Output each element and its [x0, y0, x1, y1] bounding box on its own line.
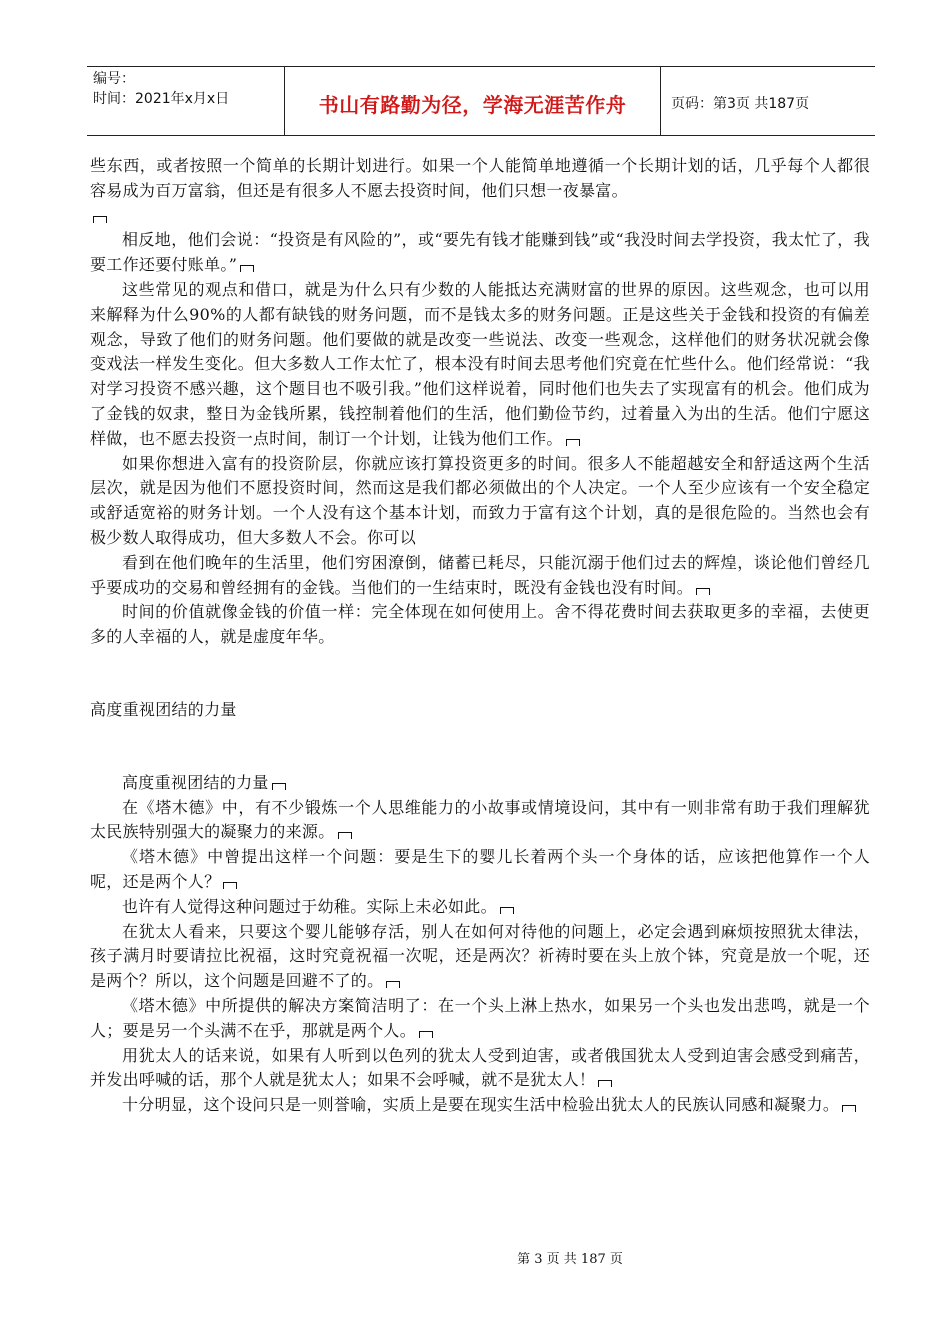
paragraph-mark-icon	[842, 1105, 856, 1112]
paragraph-mark-icon	[598, 1080, 612, 1087]
paragraph: 十分明显，这个设问只是一则誉喻，实质上是要在现实生活中检验出犹太人的民族认同感和凝聚力。	[90, 1093, 870, 1118]
paragraph-mark-icon	[240, 265, 254, 272]
section-title: 高度重视团结的力量	[90, 699, 237, 719]
paragraph: 这些常见的观点和借口，就是为什么只有少数的人能抵达充满财富的世界的原因。这些观念，也可以用来解释为什么90%的人都有缺钱的财务问题，而不是钱太多的财务问题。正是这些关于金钱和投资的有偏差观念，导致了他们的财务问题。他们要做的就是改变一些说法、改变一些观念，这样他们的财务状况就会像变戏法一样发生变化。但大多数人工作太忙了，根本没有时间去思考他们究竟在忙些什么。他们经常说：“我对学习投资不感兴趣，这个题目也不吸引我。”他们这样说着，同时他们也失去了实现富有的机会。他们成为了金钱的奴隶，整日为金钱所累，钱控制着他们的生活，他们勤俭节约，过着量入为出的生活。他们宁愿这样做，也不愿去投资一点时间，制订一个计划，让钱为他们工作。	[90, 279, 870, 448]
paragraph: 也许有人觉得这种问题过于幼稚。实际上未必如此。	[90, 895, 870, 920]
paragraph-mark-icon	[386, 981, 400, 988]
paragraph-mark-icon	[696, 588, 710, 595]
header-meta	[87, 67, 285, 135]
paragraph: 些东西，或者按照一个简单的长期计划进行。如果一个人能简单地遵循一个长期计划的话，几乎每个人都很容易成为百万富翁，但还是有很多人不愿去投资时间，他们只想一夜暴富。	[90, 154, 870, 228]
header-motto: 书山有路勤为径，学海无涯苦作舟	[285, 67, 661, 135]
code-label: 编号：	[93, 71, 135, 87]
page-footer: 第 3 页 共 187 页	[517, 1252, 623, 1267]
paragraph: 时间的价值就像金钱的价值一样：完全体现在如何使用上。舍不得花费时间去获取更多的幸福，去使更多的人幸福的人，就是虚度年华。	[90, 602, 870, 647]
paragraph: 相反地，他们会说：“投资是有风险的”，或“要先有钱才能赚到钱”或“我没时间去学投资，我太忙了，我要工作还要付账单。”	[90, 230, 870, 275]
document-body	[90, 154, 870, 1118]
paragraph-mark-icon	[566, 439, 580, 446]
paragraph-mark-icon	[272, 783, 286, 790]
paragraph-mark-icon	[419, 1031, 433, 1038]
paragraph: 在《塔木德》中，有不少锻炼一个人思维能力的小故事或情境设问，其中有一则非常有助于我们理解犹太民族特别强大的凝聚力的来源。	[90, 797, 870, 842]
paragraph-mark-icon	[338, 832, 352, 839]
paragraph: 在犹太人看来，只要这个婴儿能够存活，别人在如何对待他的问题上，必定会遇到麻烦按照犹太律法，孩子满月时要请拉比祝福，这时究竟祝福一次呢，还是两次？祈祷时要在头上放个钵，究竟是放一个呢，还是两个？所以，这个问题是回避不了的。	[90, 921, 870, 991]
paragraph-mark-icon	[93, 216, 107, 223]
paragraph: 高度重视团结的力量	[90, 771, 870, 796]
paragraph: 《塔木德》中所提供的解决方案简洁明了：在一个头上淋上热水，如果另一个头也发出悲鸣，就是一个人；要是另一个头满不在乎，那就是两个人。	[90, 995, 870, 1040]
header-page-info: 页码：第3页 共187页	[671, 96, 810, 112]
time-label: 时间：2021年x月x日	[93, 91, 230, 107]
paragraph: 《塔木德》中曾提出这样一个问题：要是生下的婴儿长着两个头一个身体的话，应该把他算作一个人呢，还是两个人？	[90, 847, 870, 891]
paragraph-mark-icon	[223, 882, 237, 889]
paragraph: 如果你想进入富有的投资阶层，你就应该打算投资更多的时间。很多人不能超越安全和舒适这两个生活层次，就是因为他们不愿投资时间，然而这是我们都必须做出的个人决定。一个人至少应该有一个安全稳定或舒适宽裕的财务计划。一个人没有这个基本计划，而致力于富有这个计划，真的是很危险的。当然也会有极少数人取得成功，但大多数人不会。你可以	[90, 453, 870, 547]
paragraph: 看到在他们晚年的生活里，他们穷困潦倒，储蓄已耗尽，只能沉溺于他们过去的辉煌，谈论他们曾经几乎要成功的交易和曾经拥有的金钱。当他们的一生结束时，既没有金钱也没有时间。	[90, 552, 870, 597]
page-header	[87, 66, 875, 136]
paragraph-mark-icon	[500, 907, 514, 914]
paragraph: 用犹太人的话来说，如果有人听到以色列的犹太人受到迫害，或者俄国犹太人受到迫害会感受到痛苦，并发出呼喊的话，那个人就是犹太人；如果不会呼喊，就不是犹太人！	[90, 1045, 870, 1090]
